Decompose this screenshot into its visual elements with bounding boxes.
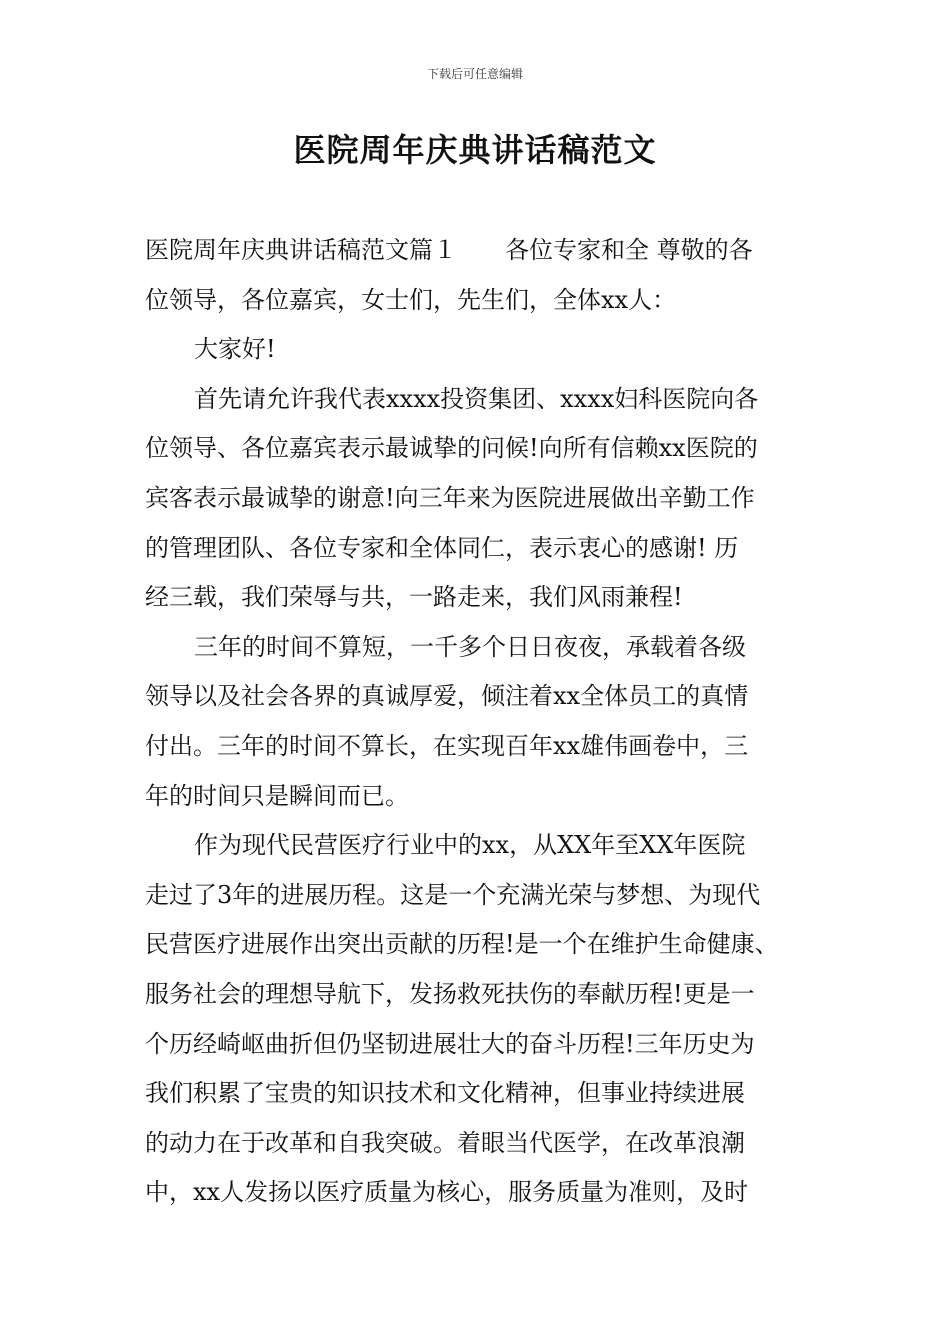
body-line: 服务社会的理想导航下，发扬救死扶伤的奉献历程!更是一 <box>145 979 755 1008</box>
body-line: 民营医疗进展作出突出贡献的历程!是一个在维护生命健康、 <box>145 930 779 959</box>
body-line: 三年的时间不算短，一千多个日日夜夜，承载着各级 <box>194 632 746 661</box>
page-header-note: 下载后可任意编辑 <box>426 67 523 81</box>
body-line: 领导以及社会各界的真诚厚爱，倾注着xx全体员工的真情 <box>145 682 749 711</box>
body-line: 位领导，各位嘉宾，女士们，先生们，全体xx人： <box>145 285 677 314</box>
body-line: 首先请允许我代表xxxx投资集团、xxxx妇科医院向各 <box>194 384 759 413</box>
body-line: 经三载，我们荣辱与共，一路走来，我们风雨兼程! <box>145 583 683 612</box>
body-line: 宾客表示最诚挚的谢意!向三年来为医院进展做出辛勤工作 <box>145 483 755 512</box>
document-title: 医院周年庆典讲话稿范文 <box>293 131 657 169</box>
document-body <box>145 226 810 1218</box>
body-line: 中，xx人发扬以医疗质量为核心，服务质量为准则，及时 <box>145 1178 749 1207</box>
body-line: 年的时间只是瞬间而已。 <box>145 781 409 810</box>
body-line: 大家好! <box>194 335 276 364</box>
body-line: 付出。三年的时间不算长，在实现百年xx雄伟画卷中，三 <box>145 731 749 760</box>
body-line: 走过了3年的进展历程。这是一个充满光荣与梦想、为现代 <box>145 880 761 909</box>
body-line: 作为现代民营医疗行业中的xx，从XX年至XX年医院 <box>194 831 746 860</box>
body-line: 位领导、各位嘉宾表示最诚挚的问候!向所有信赖xx医院的 <box>145 434 758 463</box>
body-line: 个历经崎岖曲折但仍坚韧进展壮大的奋斗历程!三年历史为 <box>145 1029 755 1058</box>
body-line: 的管理团队、各位专家和全体同仁，表示衷心的感谢! 历 <box>145 533 739 562</box>
body-line: 医院周年庆典讲话稿范文篇１ 各位专家和全 尊敬的各 <box>145 236 753 264</box>
body-line: 的动力在于改革和自我突破。着眼当代医学，在改革浪潮 <box>145 1128 745 1157</box>
body-line: 我们积累了宝贵的知识技术和文化精神，但事业持续进展 <box>145 1079 745 1108</box>
